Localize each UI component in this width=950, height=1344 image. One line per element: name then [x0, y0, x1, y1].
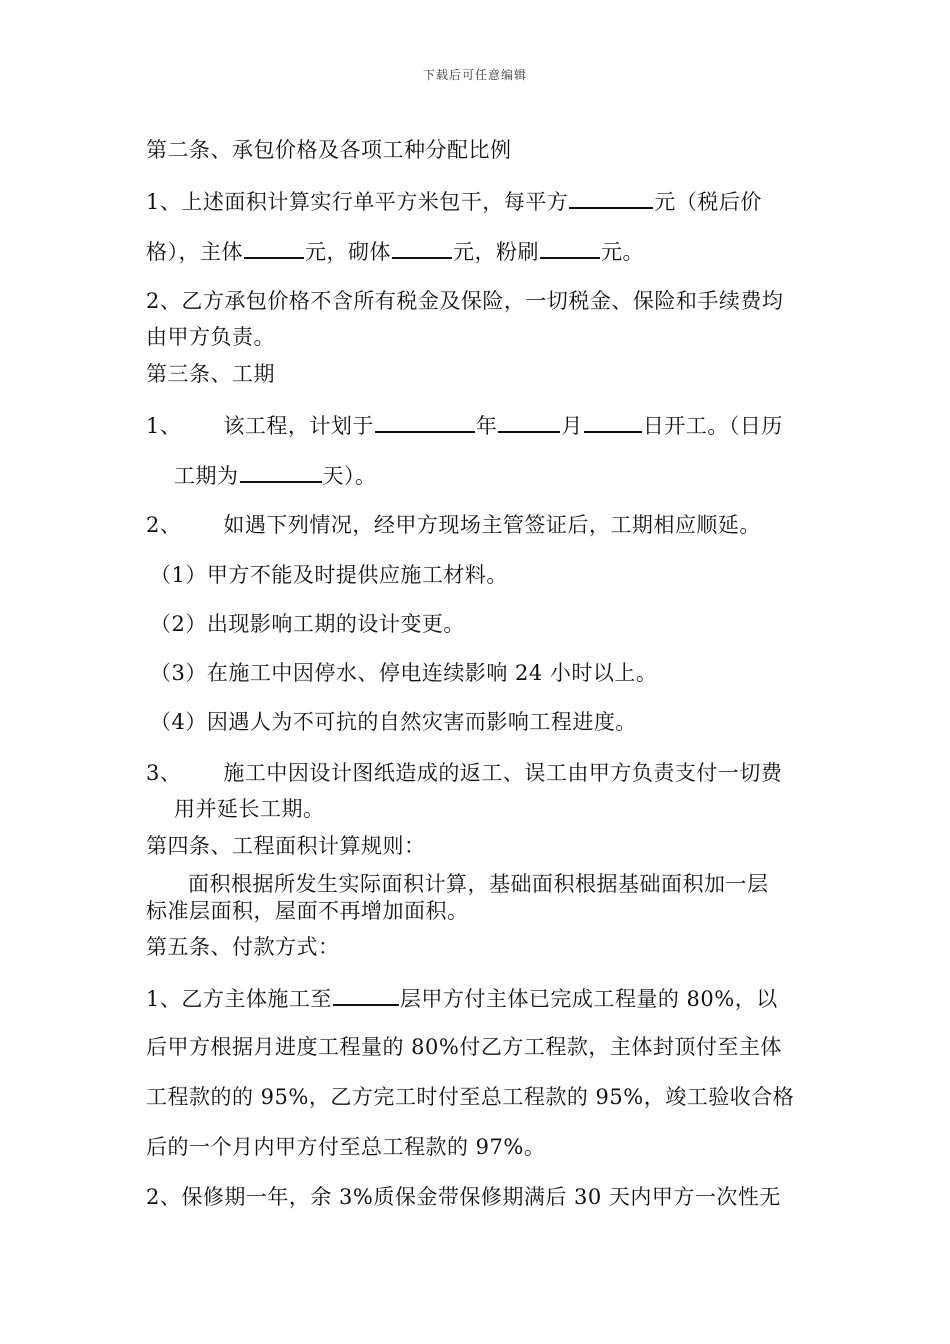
blank-field [540, 237, 600, 259]
article-5-para-1-line-2: 后甲方根据月进度工程量的 80%付乙方工程款，主体封顶付至主体 [146, 1035, 782, 1059]
list-number: 1、 [146, 414, 182, 438]
blank-field [333, 984, 399, 1006]
text: 日开工。（日历 [642, 414, 783, 438]
article-5-para-2-line-1: 2、保修期一年，余 3%质保金带保修期满后 30 天内甲方一次性无 [146, 1185, 781, 1209]
article-3-title: 第三条、工期 [146, 362, 275, 386]
list-number: 3、 [146, 761, 182, 785]
article-4-para-line-1: 面积根据所发生实际面积计算，基础面积根据基础面积加一层 [188, 872, 769, 896]
article-3-item-4: （4）因遇人为不可抗的自然灾害而影响工程进度。 [150, 710, 637, 734]
blank-field [392, 237, 452, 259]
text: 元（税后价 [654, 190, 762, 214]
article-3-item-1: （1）甲方不能及时提供应施工材料。 [150, 563, 508, 587]
article-3-para-1-line-1 [146, 411, 783, 439]
article-3-item-2: （2）出现影响工期的设计变更。 [150, 612, 465, 636]
blank-field [584, 411, 642, 433]
blank-field [498, 411, 560, 433]
text: 格），主体 [146, 240, 243, 264]
article-5-para-1-line-1 [146, 984, 778, 1012]
text: 元，粉刷 [453, 240, 539, 264]
text: 天）。 [322, 464, 377, 488]
blank-field [240, 461, 322, 483]
article-3-item-3: （3）在施工中因停水、停电连续影响 24 小时以上。 [150, 661, 658, 685]
text: 施工中因设计图纸造成的返工、误工由甲方负责支付一切费 [223, 761, 783, 785]
article-2-para-1-line-1 [146, 187, 762, 215]
text: 月 [561, 414, 583, 438]
article-3-para-3-line-2: 用并延长工期。 [174, 797, 325, 821]
article-3-para-3-line-1 [146, 760, 782, 786]
article-5-para-1-line-3: 工程款的的 95%，乙方完工时付至总工程款的 95%，竣工验收合格 [146, 1085, 795, 1109]
text: 1、上述面积计算实行单平方米包干，每平方 [146, 190, 569, 214]
blank-field [244, 237, 304, 259]
text: 元。 [601, 240, 644, 264]
article-2-para-1-line-2 [146, 237, 644, 265]
text: 1、乙方主体施工至 [146, 987, 332, 1011]
list-number: 2、 [146, 513, 182, 537]
article-4-para-line-2: 标准层面积，屋面不再增加面积。 [146, 899, 469, 923]
blank-field [375, 411, 475, 433]
article-2-title: 第二条、承包价格及各项工种分配比例 [146, 138, 512, 162]
text: 如遇下列情况，经甲方现场主管签证后，工期相应顺延。 [223, 513, 761, 537]
article-3-para-1-line-2 [174, 461, 377, 489]
article-2-para-2-line-2: 由甲方负责。 [146, 325, 275, 349]
article-3-para-2 [146, 512, 761, 538]
page-header: 下载后可任意编辑 [422, 68, 527, 82]
text: 层甲方付主体已完成工程量的 80%，以 [399, 987, 778, 1011]
article-2-para-2-line-1: 2、乙方承包价格不含所有税金及保险，一切税金、保险和手续费均 [146, 289, 784, 313]
text: 元，砌体 [305, 240, 391, 264]
text: 该工程，计划于 [223, 414, 374, 438]
article-5-title: 第五条、付款方式： [146, 935, 340, 959]
article-5-para-1-line-4: 后的一个月内甲方付至总工程款的 97%。 [146, 1135, 546, 1159]
article-4-title: 第四条、工程面积计算规则： [146, 834, 426, 858]
text: 工期为 [174, 464, 239, 488]
blank-field [569, 187, 653, 209]
text: 年 [475, 414, 498, 438]
